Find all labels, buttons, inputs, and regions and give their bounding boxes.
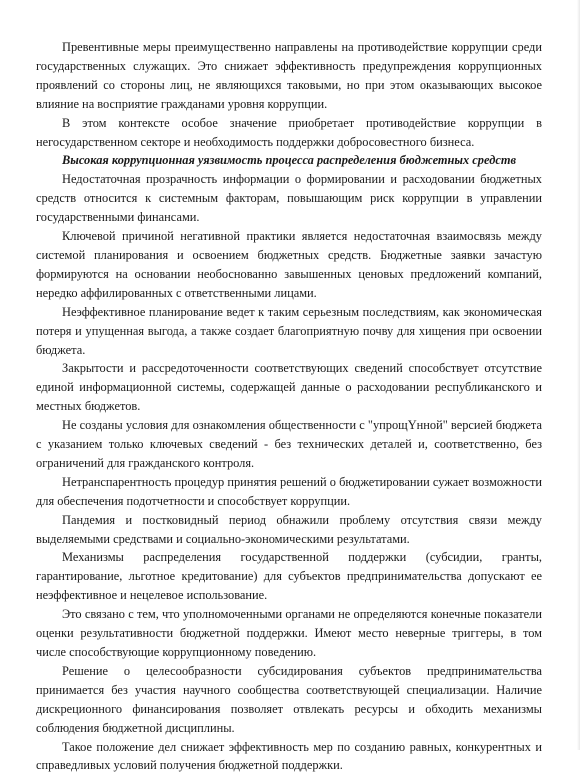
paragraph-key-cause: Ключевой причиной негативной практики является недостаточная взаимосвязь между системой планирования и освоением бюджетных средств. Бюджетные заявки зачастую формируются на основании необоснованно завышенных ценовых предложений компаний, нередко аффилированных с ответственными лицами.	[36, 229, 542, 300]
paragraph-conclusion: Такое положение дел снижает эффективность мер по созданию равных, конкурентных и справедливых условий получения бюджетной поддержки.	[36, 739, 542, 773]
paragraph-pandemic: Пандемия и постковидный период обнажили проблему отсутствия связи между выделяемыми средствами и социально-экономическими результатами.	[36, 512, 542, 546]
paragraph-information-system: Закрытости и рассредоточенности соответствующих сведений способствует отсутствие единой информационной системы, содержащей данные о расходовании республиканского и местных бюджетов.	[36, 361, 542, 414]
paragraph-support-mechanisms: Механизмы распределения государственной поддержки (субсидии, гранты, гарантирование, льготное кредитование) для субъектов предпринимательства допускают ее неэффективное и нецелевое использование.	[36, 550, 542, 603]
paragraph-simplified-budget: Не созданы условия для ознакомления общественности с "упрощҮнной" версией бюджета с указанием только ключевых сведений - без технических деталей и, соответственно, без ограничений для гражданского контроля.	[36, 418, 542, 470]
paragraph-inefficient-planning: Неэффективное планирование ведет к таким серьезным последствиям, как экономическая потеря и упущенная выгода, а также создает благоприятную почву для хищения при освоении бюджета.	[36, 304, 542, 357]
paragraph-transparency: Недостаточная прозрачность информации о формировании и расходовании бюджетных средств относится к системным факторам, повышающим риск коррупции в управлении государственными финансами.	[36, 172, 542, 225]
section-heading-budget-vulnerability: Высокая коррупционная уязвимость процесса распределения бюджетных средств	[62, 153, 517, 168]
paragraph-nongovernment-sector: В этом контексте особое значение приобретает противодействие коррупции в негосударственном секторе и необходимость поддержки добросовестного бизнеса.	[36, 115, 542, 149]
paragraph-preventive-measures: Превентивные меры преимущественно направлены на противодействие коррупции среди государственных служащих. Это снижает эффективность предупреждения коррупционных проявлений со стороны лиц, не являющихся таковыми, но при этом оказывающих высокое влияние на восприятие гражданами уровня коррупции.	[36, 40, 542, 111]
paragraph-nontransparency: Нетранспарентность процедур принятия решений о бюджетировании сужает возможности для обеспечения подотчетности и способствует коррупции.	[36, 474, 542, 508]
paragraph-subsidy-decision: Решение о целесообразности субсидирования субъектов предпринимательства принимается без участия научного сообщества соответствующей специализации. Наличие дискреционного финансирования позволяет отвлекать ресурсы и обходить механизмы соблюдения бюджетной дисциплины.	[36, 663, 542, 735]
paragraph-performance-indicators: Это связано с тем, что уполномоченными органами не определяются конечные показатели оценки результативности бюджетной поддержки. Имеют место неверные триггеры, в том числе способствующие коррупционному поведению.	[36, 607, 542, 659]
